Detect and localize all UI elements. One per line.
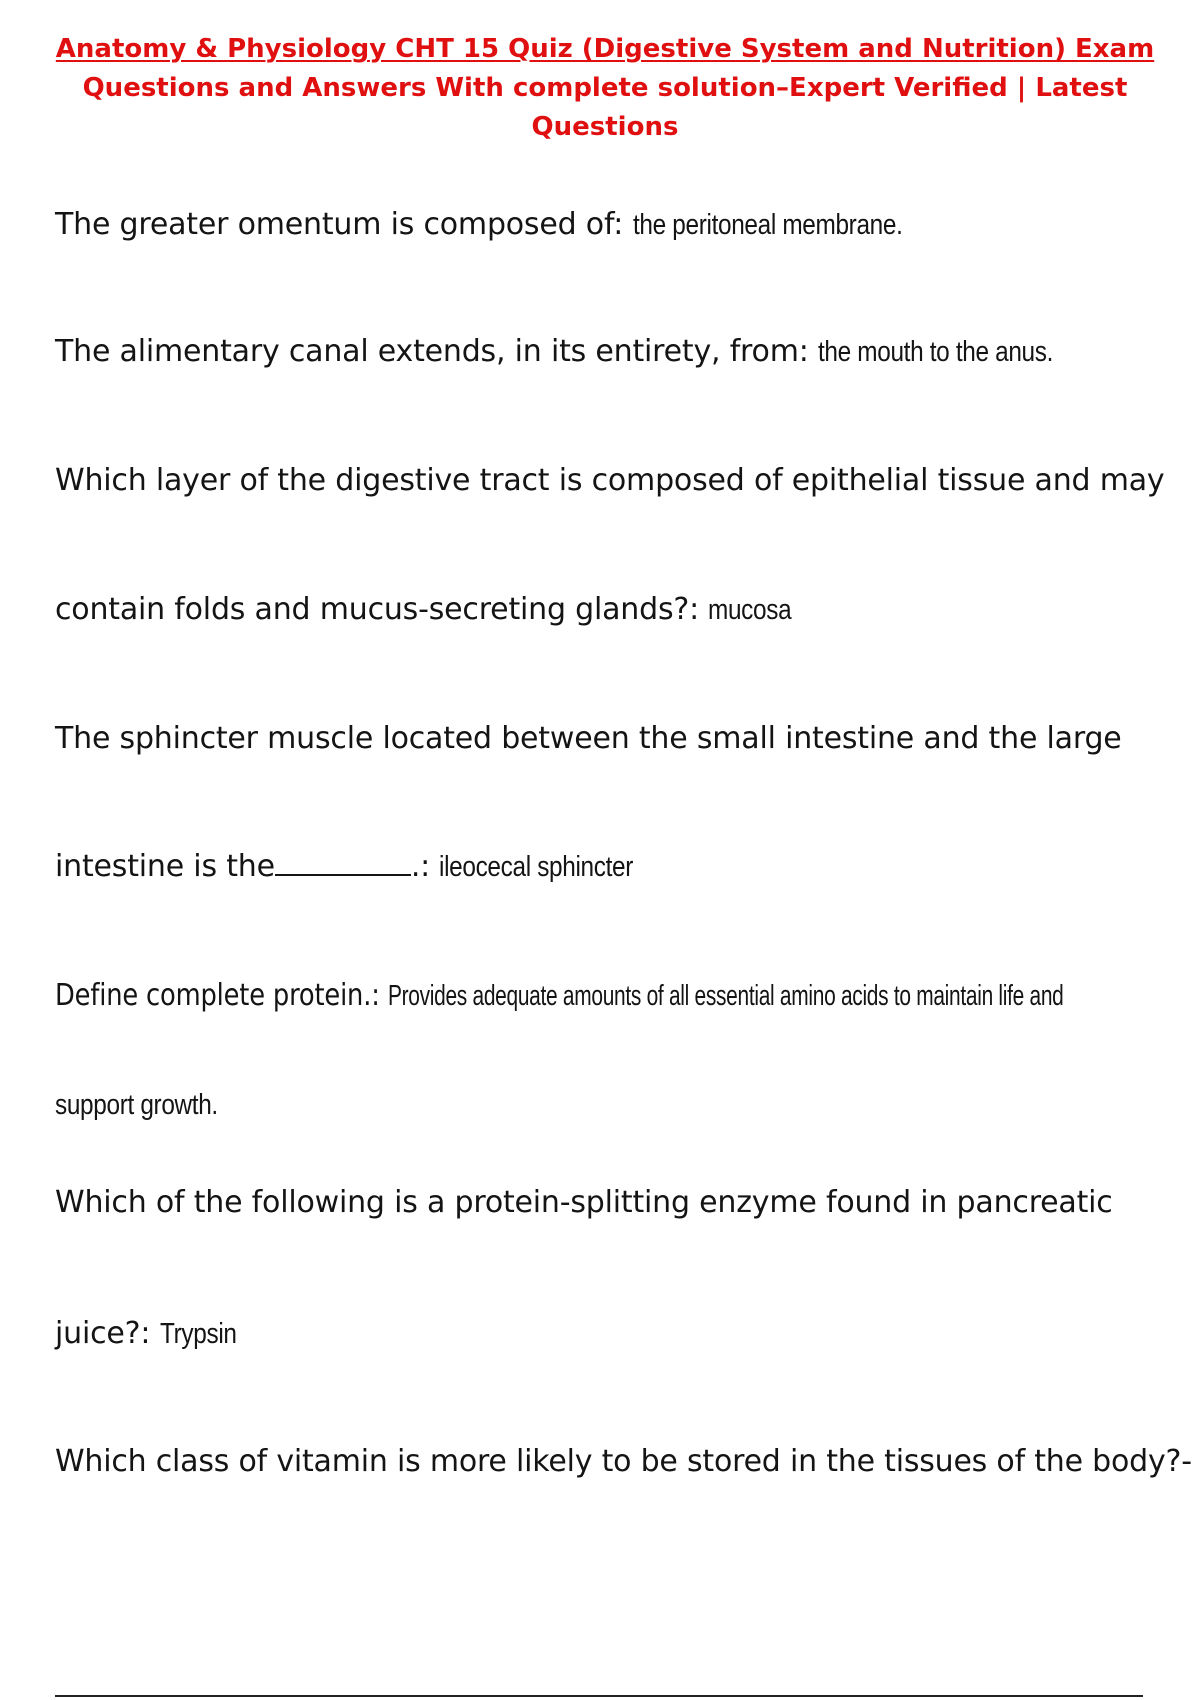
question-text: Define complete protein.: [55,978,388,1013]
title-line-2: Questions and Answers With complete solution–Expert Verified | Latest [82,73,1128,103]
qa-line-protein-enzyme [55,1183,1113,1223]
question-text: Which of the following is a protein-splitting enzyme found in pancreatic [55,1185,1113,1220]
question-suffix: .: [410,849,440,884]
answer-text: the mouth to the anus. [817,336,1053,368]
qa-line-alimentary-canal [55,332,1098,372]
answer-text: mucosa [708,594,792,626]
answer-text: support growth. [55,1089,218,1121]
fill-in-blank [275,848,411,876]
document-title [30,30,1180,147]
question-text: The greater omentum is composed of: [55,207,633,242]
question-text: contain folds and mucus-secreting glands?: [55,592,709,627]
qa-line-digestive-layer-cont [55,590,808,630]
title-line-1: Anatomy & Physiology CHT 15 Quiz (Digestive System and Nutrition) Exam [55,34,1155,64]
answer-text: Provides adequate amounts of all essential amino acids to maintain life and [387,980,1064,1012]
question-text: Which class of vitamin is more likely to be stored in the tissues of the body?- [55,1444,1192,1479]
qa-line-digestive-layer [55,461,1165,501]
qa-line-complete-protein [55,976,1192,1016]
qa-line-greater-omentum [55,205,953,245]
qa-line-sphincter-cont [55,847,670,887]
footer-divider [55,1695,1143,1697]
qa-line-vitamin-class [55,1442,1192,1482]
qa-line-sphincter [55,719,1122,759]
qa-line-complete-protein-cont [55,1085,249,1125]
question-text: The alimentary canal extends, in its entirety, from: [55,334,818,369]
question-text: intestine is the [55,849,275,884]
qa-line-protein-enzyme-cont [55,1314,251,1354]
question-text: The sphincter muscle located between the small intestine and the large [55,721,1122,756]
answer-text: ileocecal sphincter [439,851,634,883]
answer-text: Trypsin [159,1318,237,1350]
question-text: Which layer of the digestive tract is composed of epithelial tissue and may [55,463,1165,498]
answer-text: the peritoneal membrane. [632,209,903,241]
question-text: juice?: [55,1316,160,1351]
title-line-3: Questions [531,112,679,142]
